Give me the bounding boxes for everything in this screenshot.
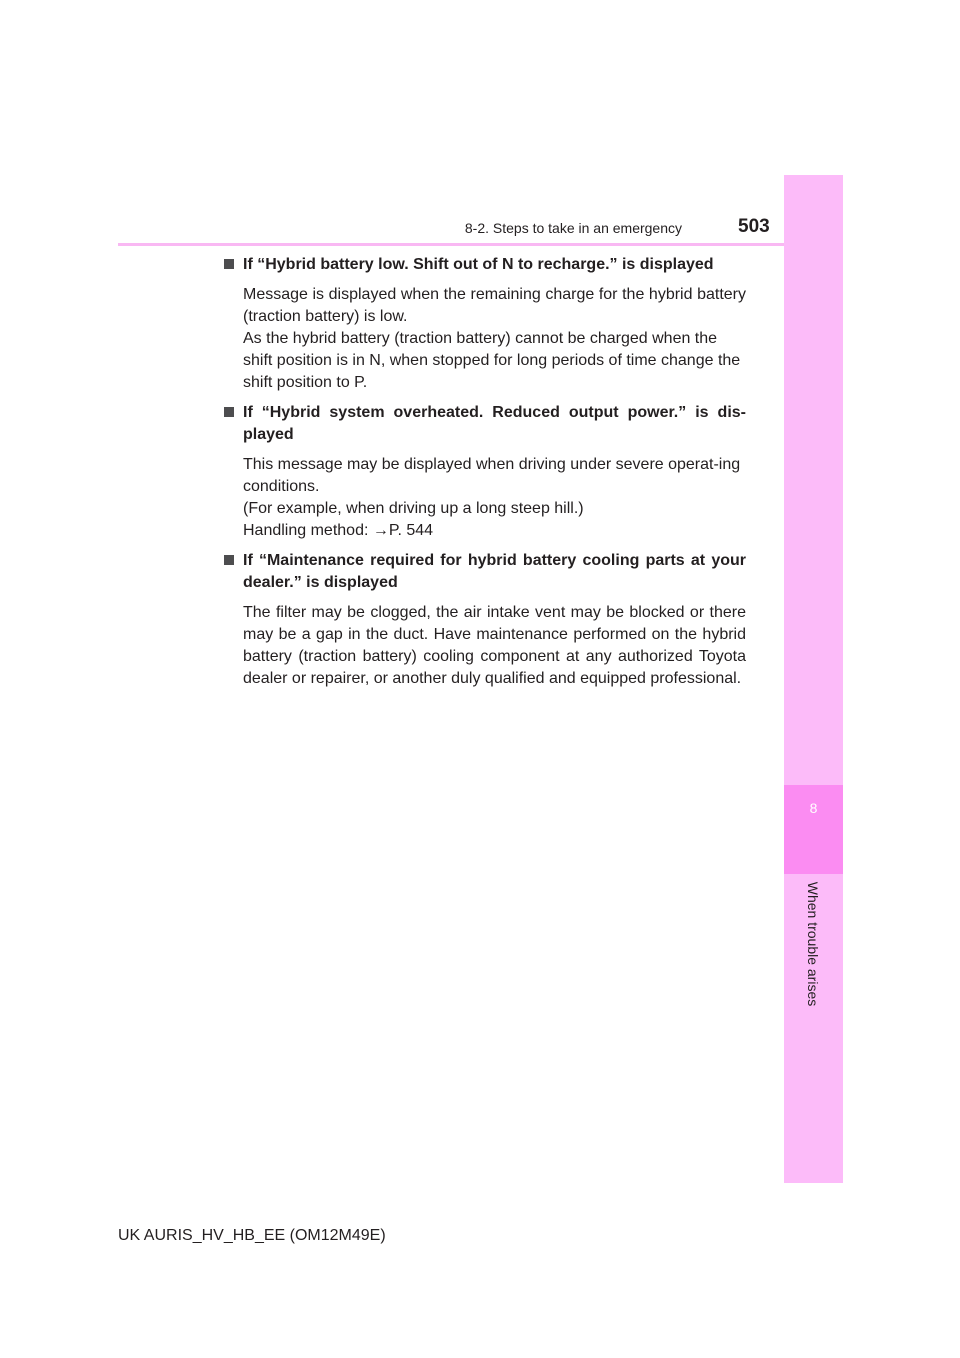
page-number: 503 [738, 216, 770, 237]
square-bullet-icon [224, 407, 234, 417]
footer-model-code: UK AURIS_HV_HB_EE (OM12M49E) [118, 1227, 386, 1244]
section-maintenance-required [224, 550, 746, 690]
chapter-number: 8 [809, 800, 818, 816]
section-heading [224, 254, 746, 276]
header-divider [118, 243, 842, 246]
paragraph: This message may be displayed when driving under severe operat-ing conditions. [243, 456, 741, 495]
section-hybrid-battery-low [224, 254, 746, 394]
paragraph: As the hybrid battery (traction battery) cannot be charged when the shift position is in N, when stopped for long periods of time change the shift position to P. [243, 330, 741, 391]
paragraph: Message is displayed when the remaining charge for the hybrid battery (traction battery) is low. [243, 286, 746, 325]
side-chapter-tab [784, 175, 843, 1183]
square-bullet-icon [224, 259, 234, 269]
section-body [224, 602, 746, 690]
section-heading [224, 402, 746, 446]
section-heading-text: If “Hybrid system overheated. Reduced output power.” is dis-played [243, 404, 746, 443]
section-heading [224, 550, 746, 594]
page-reference: Handling method: →P. 544 [243, 522, 434, 539]
main-content [224, 254, 746, 698]
square-bullet-icon [224, 555, 234, 565]
chapter-label: When trouble arises [805, 881, 821, 1007]
paragraph: The filter may be clogged, the air intake vent may be blocked or there may be a gap in the duct. Have maintenance performed on the hybrid battery (traction battery) cooling component at any authorized Toyota dealer or repairer, or another duly qualified and equipped professional. [243, 604, 746, 687]
paragraph: (For example, when driving up a long steep hill.) [243, 500, 584, 517]
section-body [224, 454, 746, 542]
side-tab-number-block [784, 785, 843, 874]
section-heading-text: If “Hybrid battery low. Shift out of N to recharge.” is displayed [243, 256, 714, 273]
header-section-title: 8-2. Steps to take in an emergency [464, 220, 682, 236]
section-heading-text: If “Maintenance required for hybrid battery cooling parts at your dealer.” is displayed [243, 552, 746, 591]
section-body [224, 284, 746, 394]
section-hybrid-system-overheated [224, 402, 746, 542]
